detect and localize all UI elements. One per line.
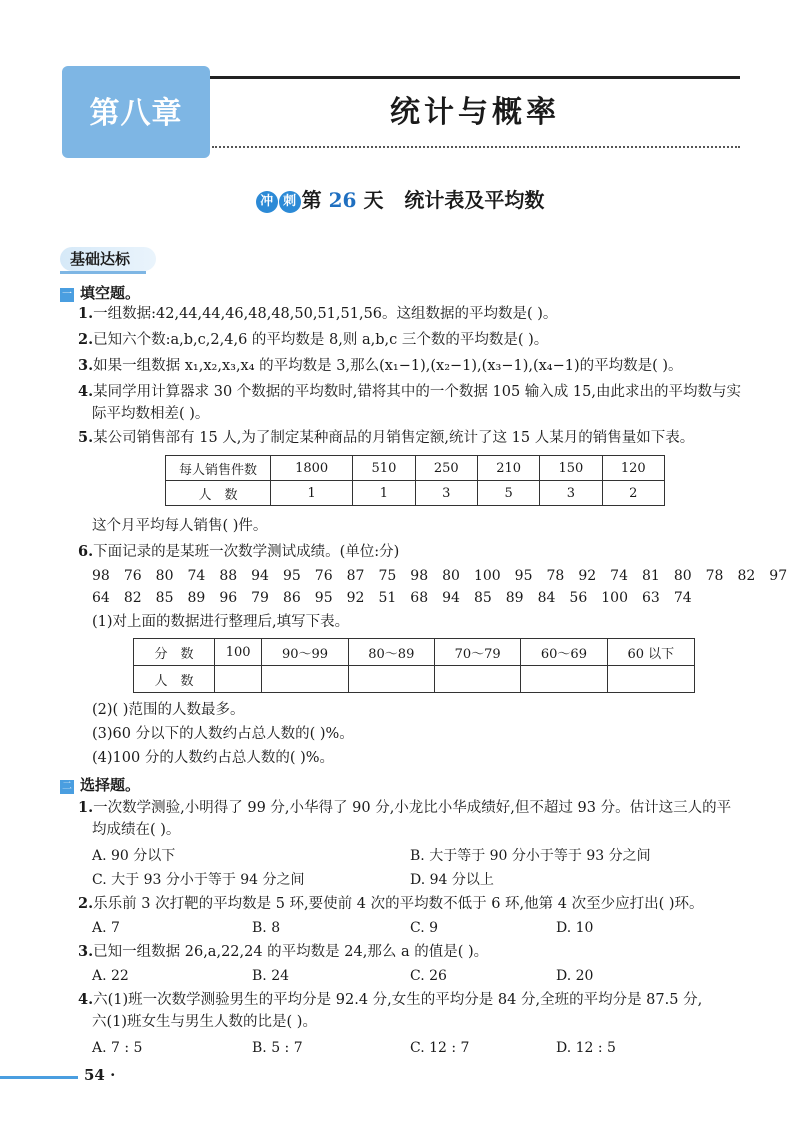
fill-question-5	[78, 428, 694, 448]
score: 76	[123, 568, 142, 584]
question-number: 2.	[78, 895, 94, 912]
table-row	[134, 639, 695, 666]
part1-mark: 一	[62, 289, 72, 300]
option-c[interactable]: C. 26	[410, 968, 447, 984]
option-c[interactable]: C. 9	[410, 920, 439, 936]
table-cell: 1	[353, 481, 415, 506]
score: 89	[187, 590, 206, 606]
question-number: 3.	[78, 357, 94, 374]
section-tag-underline	[60, 271, 146, 274]
table-cell: 60 以下	[607, 639, 694, 666]
part1-title: 填空题。	[80, 284, 141, 302]
option-d[interactable]: D. 94 分以上	[410, 872, 494, 888]
fill-question-5-answer: 这个月平均每人销售( )件。	[92, 518, 268, 534]
table-header-cell: 人 数	[134, 666, 215, 693]
section-tag: 基础达标	[60, 247, 156, 271]
option-a[interactable]: A. 7	[92, 920, 120, 936]
question-text: 六(1)班一次数学测验男生的平均分是 92.4 分,女生的平均分是 84 分,全班的平均分是 87.5 分,	[93, 992, 703, 1008]
score: 64	[92, 590, 110, 606]
table-cell: 1	[271, 481, 353, 506]
question-text: 已知六个数:a,b,c,2,4,6 的平均数是 8,则 a,b,c 三个数的平均数是( )。	[93, 332, 549, 348]
scores-row-2	[92, 588, 706, 608]
fill-question-6	[78, 542, 399, 562]
chapter-title: 统计与概率	[390, 95, 560, 130]
score: 56	[569, 590, 588, 606]
score: 92	[578, 568, 597, 584]
score: 94	[251, 568, 269, 584]
score: 51	[378, 590, 397, 606]
choice-question-1	[78, 798, 731, 818]
fill-question-6-part4: (4)100 分的人数约占总人数的( )%。	[92, 750, 335, 766]
score: 85	[155, 590, 174, 606]
question-text: 已知一组数据 26,a,22,24 的平均数是 24,那么 a 的值是( )。	[93, 944, 489, 960]
question-text: 某公司销售部有 15 人,为了制定某种商品的月销售定额,统计了这 15 人某月的销售量如下表。	[93, 430, 695, 446]
table-cell: 90～99	[262, 639, 348, 666]
answer-cell[interactable]	[215, 666, 262, 693]
question-text: 一次数学测验,小明得了 99 分,小华得了 90 分,小龙比小华成绩好,但不超过 93 分。估计这三人的平	[93, 800, 732, 816]
table-cell: 510	[353, 456, 415, 481]
score-range-table	[133, 638, 695, 693]
score: 75	[378, 568, 397, 584]
question-number: 1.	[78, 305, 94, 322]
answer-cell[interactable]	[434, 666, 520, 693]
question-text: 乐乐前 3 次打靶的平均数是 5 环,要使前 4 次的平均数不低于 6 环,他第 4 次至少应打出( )环。	[93, 896, 704, 912]
table-cell: 120	[602, 456, 664, 481]
sprint-badge: 冲	[256, 191, 278, 213]
score: 95	[282, 568, 301, 584]
table-row	[166, 481, 665, 506]
table-cell: 3	[415, 481, 477, 506]
question-number: 5.	[78, 429, 94, 446]
score: 82	[737, 568, 756, 584]
table-cell: 60～69	[521, 639, 607, 666]
table-cell: 70～79	[434, 639, 520, 666]
choice-question-1-cont: 均成绩在( )。	[92, 822, 181, 838]
option-b[interactable]: B. 5 : 7	[252, 1040, 303, 1056]
day-prefix: 第	[301, 188, 322, 212]
score: 84	[537, 590, 556, 606]
score: 94	[442, 590, 460, 606]
question-number: 3.	[78, 943, 94, 960]
question-number: 2.	[78, 331, 94, 348]
score: 74	[610, 568, 628, 584]
option-d[interactable]: D. 10	[556, 920, 594, 936]
answer-cell[interactable]	[348, 666, 434, 693]
choice-question-2	[78, 894, 704, 914]
option-b[interactable]: B. 大于等于 90 分小于等于 93 分之间	[410, 848, 651, 864]
table-header-cell: 每人销售件数	[166, 456, 271, 481]
footer-rule	[0, 1076, 78, 1079]
fill-question-6-part1: (1)对上面的数据进行整理后,填写下表。	[92, 614, 350, 630]
score: 100	[473, 568, 501, 584]
score: 87	[346, 568, 365, 584]
score: 98	[410, 568, 429, 584]
score: 76	[314, 568, 333, 584]
fill-question-6-part3: (3)60 分以下的人数约占总人数的( )%。	[92, 726, 354, 742]
option-b[interactable]: B. 24	[252, 968, 290, 984]
fill-question-2	[78, 330, 548, 350]
fill-question-3	[78, 356, 683, 376]
score: 80	[155, 568, 174, 584]
table-row	[166, 456, 665, 481]
score: 78	[546, 568, 565, 584]
table-row	[134, 666, 695, 693]
part2-title: 选择题。	[80, 776, 141, 794]
option-a[interactable]: A. 22	[92, 968, 129, 984]
option-c[interactable]: C. 12 : 7	[410, 1040, 470, 1056]
sales-table	[165, 455, 665, 506]
table-cell: 5	[477, 481, 539, 506]
score: 80	[442, 568, 460, 584]
choice-question-4	[78, 990, 702, 1010]
table-cell: 3	[540, 481, 602, 506]
chapter-label: 第八章	[89, 96, 183, 131]
table-cell: 1800	[271, 456, 353, 481]
table-cell: 150	[540, 456, 602, 481]
day-number: 26	[328, 188, 357, 212]
part2-heading	[60, 774, 140, 795]
fill-question-4	[78, 382, 741, 402]
table-cell: 100	[215, 639, 262, 666]
choice-question-4-cont: 六(1)班女生与男生人数的比是( )。	[92, 1014, 317, 1030]
sprint-badge: 刺	[279, 191, 301, 213]
question-number: 6.	[78, 543, 94, 560]
table-cell: 210	[477, 456, 539, 481]
score: 80	[673, 568, 692, 584]
score: 68	[410, 590, 429, 606]
option-d[interactable]: D. 12 : 5	[556, 1040, 616, 1056]
option-d[interactable]: D. 20	[556, 968, 594, 984]
header-dotted-rule	[212, 146, 740, 148]
score: 74	[187, 568, 206, 584]
fill-question-4-cont: 际平均数相差( )。	[92, 406, 210, 422]
table-header-cell: 分 数	[134, 639, 215, 666]
score: 88	[219, 568, 238, 584]
page-number: 54 ·	[84, 1066, 116, 1084]
option-b[interactable]: B. 8	[252, 920, 281, 936]
score: 100	[601, 590, 628, 606]
question-number: 4.	[78, 383, 94, 400]
score: 74	[673, 590, 692, 606]
score: 86	[282, 590, 301, 606]
option-a[interactable]: A. 90 分以下	[92, 848, 176, 864]
question-text: 一组数据:42,44,44,46,48,48,50,51,51,56。这组数据的平均数是( )。	[93, 306, 558, 322]
answer-cell[interactable]	[521, 666, 607, 693]
question-number: 1.	[78, 799, 94, 816]
table-header-cell: 人 数	[166, 481, 271, 506]
question-text: 如果一组数据 x₁,x₂,x₃,x₄ 的平均数是 3,那么(x₁−1),(x₂−1),(x₃−1),(x₄−1)的平均数是( )。	[93, 358, 683, 374]
part1-heading	[60, 282, 140, 303]
part2-mark: 二	[62, 781, 72, 792]
score: 78	[705, 568, 724, 584]
day-title	[0, 184, 800, 213]
option-c[interactable]: C. 大于 93 分小于等于 94 分之间	[92, 872, 305, 888]
fill-question-1	[78, 304, 557, 324]
answer-cell[interactable]	[262, 666, 348, 693]
fill-question-6-part2: (2)( )范围的人数最多。	[92, 702, 245, 718]
score: 96	[219, 590, 238, 606]
score: 79	[251, 590, 269, 606]
score: 82	[123, 590, 142, 606]
score: 95	[514, 568, 533, 584]
score: 89	[505, 590, 524, 606]
choice-question-3	[78, 942, 488, 962]
score: 81	[641, 568, 660, 584]
option-a[interactable]: A. 7 : 5	[92, 1040, 143, 1056]
score: 92	[346, 590, 365, 606]
score: 95	[314, 590, 333, 606]
day-suffix: 天	[363, 188, 384, 212]
question-number: 4.	[78, 991, 94, 1008]
question-text: 下面记录的是某班一次数学测试成绩。(单位:分)	[93, 544, 400, 560]
table-cell: 250	[415, 456, 477, 481]
score: 97	[769, 568, 788, 584]
question-text: 某同学用计算器求 30 个数据的平均数时,错将其中的一个数据 105 输入成 15,由此求出的平均数与实	[93, 384, 741, 400]
day-topic: 统计表及平均数	[404, 188, 545, 212]
score: 63	[641, 590, 660, 606]
score: 85	[473, 590, 492, 606]
scores-row-1	[92, 566, 787, 586]
score: 98	[92, 568, 110, 584]
answer-cell[interactable]	[607, 666, 694, 693]
table-cell: 2	[602, 481, 664, 506]
table-cell: 80～89	[348, 639, 434, 666]
header-rule	[210, 76, 740, 79]
